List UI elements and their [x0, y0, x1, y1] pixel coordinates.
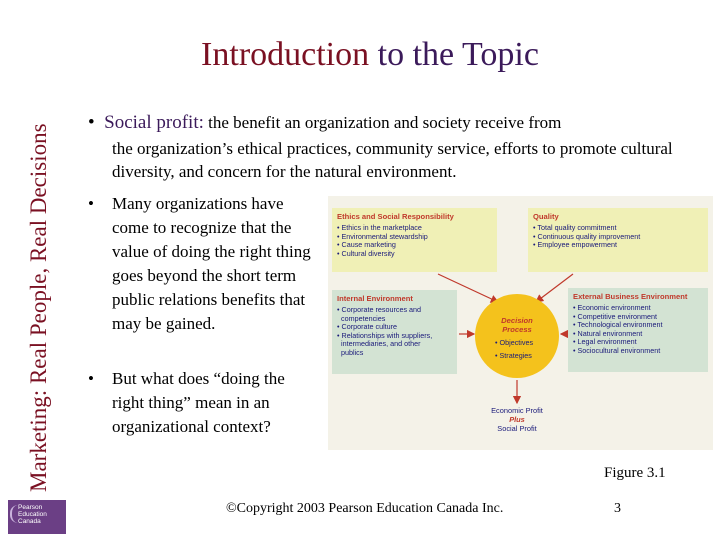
ethics-item: • Ethics in the marketplace [337, 223, 422, 232]
publisher-logo [8, 500, 66, 534]
bullet-1-lead: Social profit: [104, 112, 204, 133]
ethics-item: • Cause marketing [337, 240, 396, 249]
profit-label [478, 406, 556, 433]
box-quality [528, 208, 708, 272]
bullet-dot-icon: • [88, 369, 94, 388]
quality-item: • Total quality commitment [533, 223, 617, 232]
external-item: • Competitive environment [573, 311, 658, 321]
quality-title: Quality [533, 212, 559, 221]
external-item: • Economic environment [573, 303, 651, 312]
decision-title: Decision Process [501, 316, 533, 334]
title-rest: to the Topic [369, 36, 539, 73]
profit-social: Social Profit [497, 424, 537, 433]
external-title: External Business Environment [573, 292, 688, 301]
figure-diagram [328, 196, 713, 450]
profit-plus: Plus [509, 415, 525, 424]
quality-item: • Employee empowerment [533, 240, 618, 249]
bullet-1-rest: the organization’s ethical practices, community service, efforts to promote cultural diversity, and concern for the natural environment. [112, 139, 673, 181]
external-item: • Legal environment [573, 337, 637, 346]
ethics-item: • Cultural diversity [337, 248, 395, 258]
external-item: • Sociocultural environment [573, 345, 661, 355]
page-number: 3 [614, 501, 621, 516]
title-highlight: Introduction [201, 36, 370, 73]
box-external-environment [568, 288, 708, 372]
internal-item: • Corporate resources and [337, 305, 422, 314]
copyright: ©Copyright 2003 Pearson Education Canada Inc. [226, 501, 504, 516]
bullet-1-first-line [88, 111, 561, 135]
decision-process-circle [475, 294, 559, 378]
figure-caption: Figure 3.1 [604, 465, 666, 481]
internal-item: publics [341, 347, 364, 357]
profit-economic: Economic Profit [491, 406, 543, 415]
ethics-title: Ethics and Social Responsibility [337, 212, 454, 221]
bullet-many-organizations [88, 192, 318, 336]
quality-item: • Continuous quality improvement [533, 231, 641, 241]
internal-item: • Relationships with suppliers, [337, 330, 433, 340]
box-internal-environment [332, 290, 457, 374]
logo-line-3: Canada [18, 518, 41, 525]
internal-title: Internal Environment [337, 294, 413, 303]
bullet-doing-right-thing [88, 367, 318, 439]
internal-item: competencies [341, 313, 386, 323]
logo-line-1: Pearson [18, 504, 43, 511]
decision-item: • Objectives [495, 338, 534, 347]
bullet-1-line1: the benefit an organization and society receive from [203, 113, 562, 132]
logo-swoosh-icon [10, 505, 19, 523]
internal-item: intermediaries, and other [341, 339, 421, 348]
side-title: Marketing: Real People, Real Decisions [26, 123, 51, 492]
bullet-dot-icon: • [88, 112, 105, 133]
bullet-2-text: Many organizations have come to recognize that the value of doing the right thing goes beyond the short term public relations benefits that may be gained. [112, 194, 311, 333]
external-item: • Natural environment [573, 328, 643, 338]
bullet-dot-icon: • [88, 194, 94, 213]
bullet-3-text: But what does “doing the right thing” mean in an organizational context? [112, 369, 285, 436]
internal-item: • Corporate culture [337, 322, 398, 331]
ethics-item: • Environmental stewardship [337, 231, 428, 241]
slide-title [80, 36, 660, 74]
decision-item: • Strategies [495, 351, 532, 360]
external-item: • Technological environment [573, 320, 663, 329]
logo-line-2: Education [18, 511, 47, 518]
box-ethics [332, 208, 497, 272]
